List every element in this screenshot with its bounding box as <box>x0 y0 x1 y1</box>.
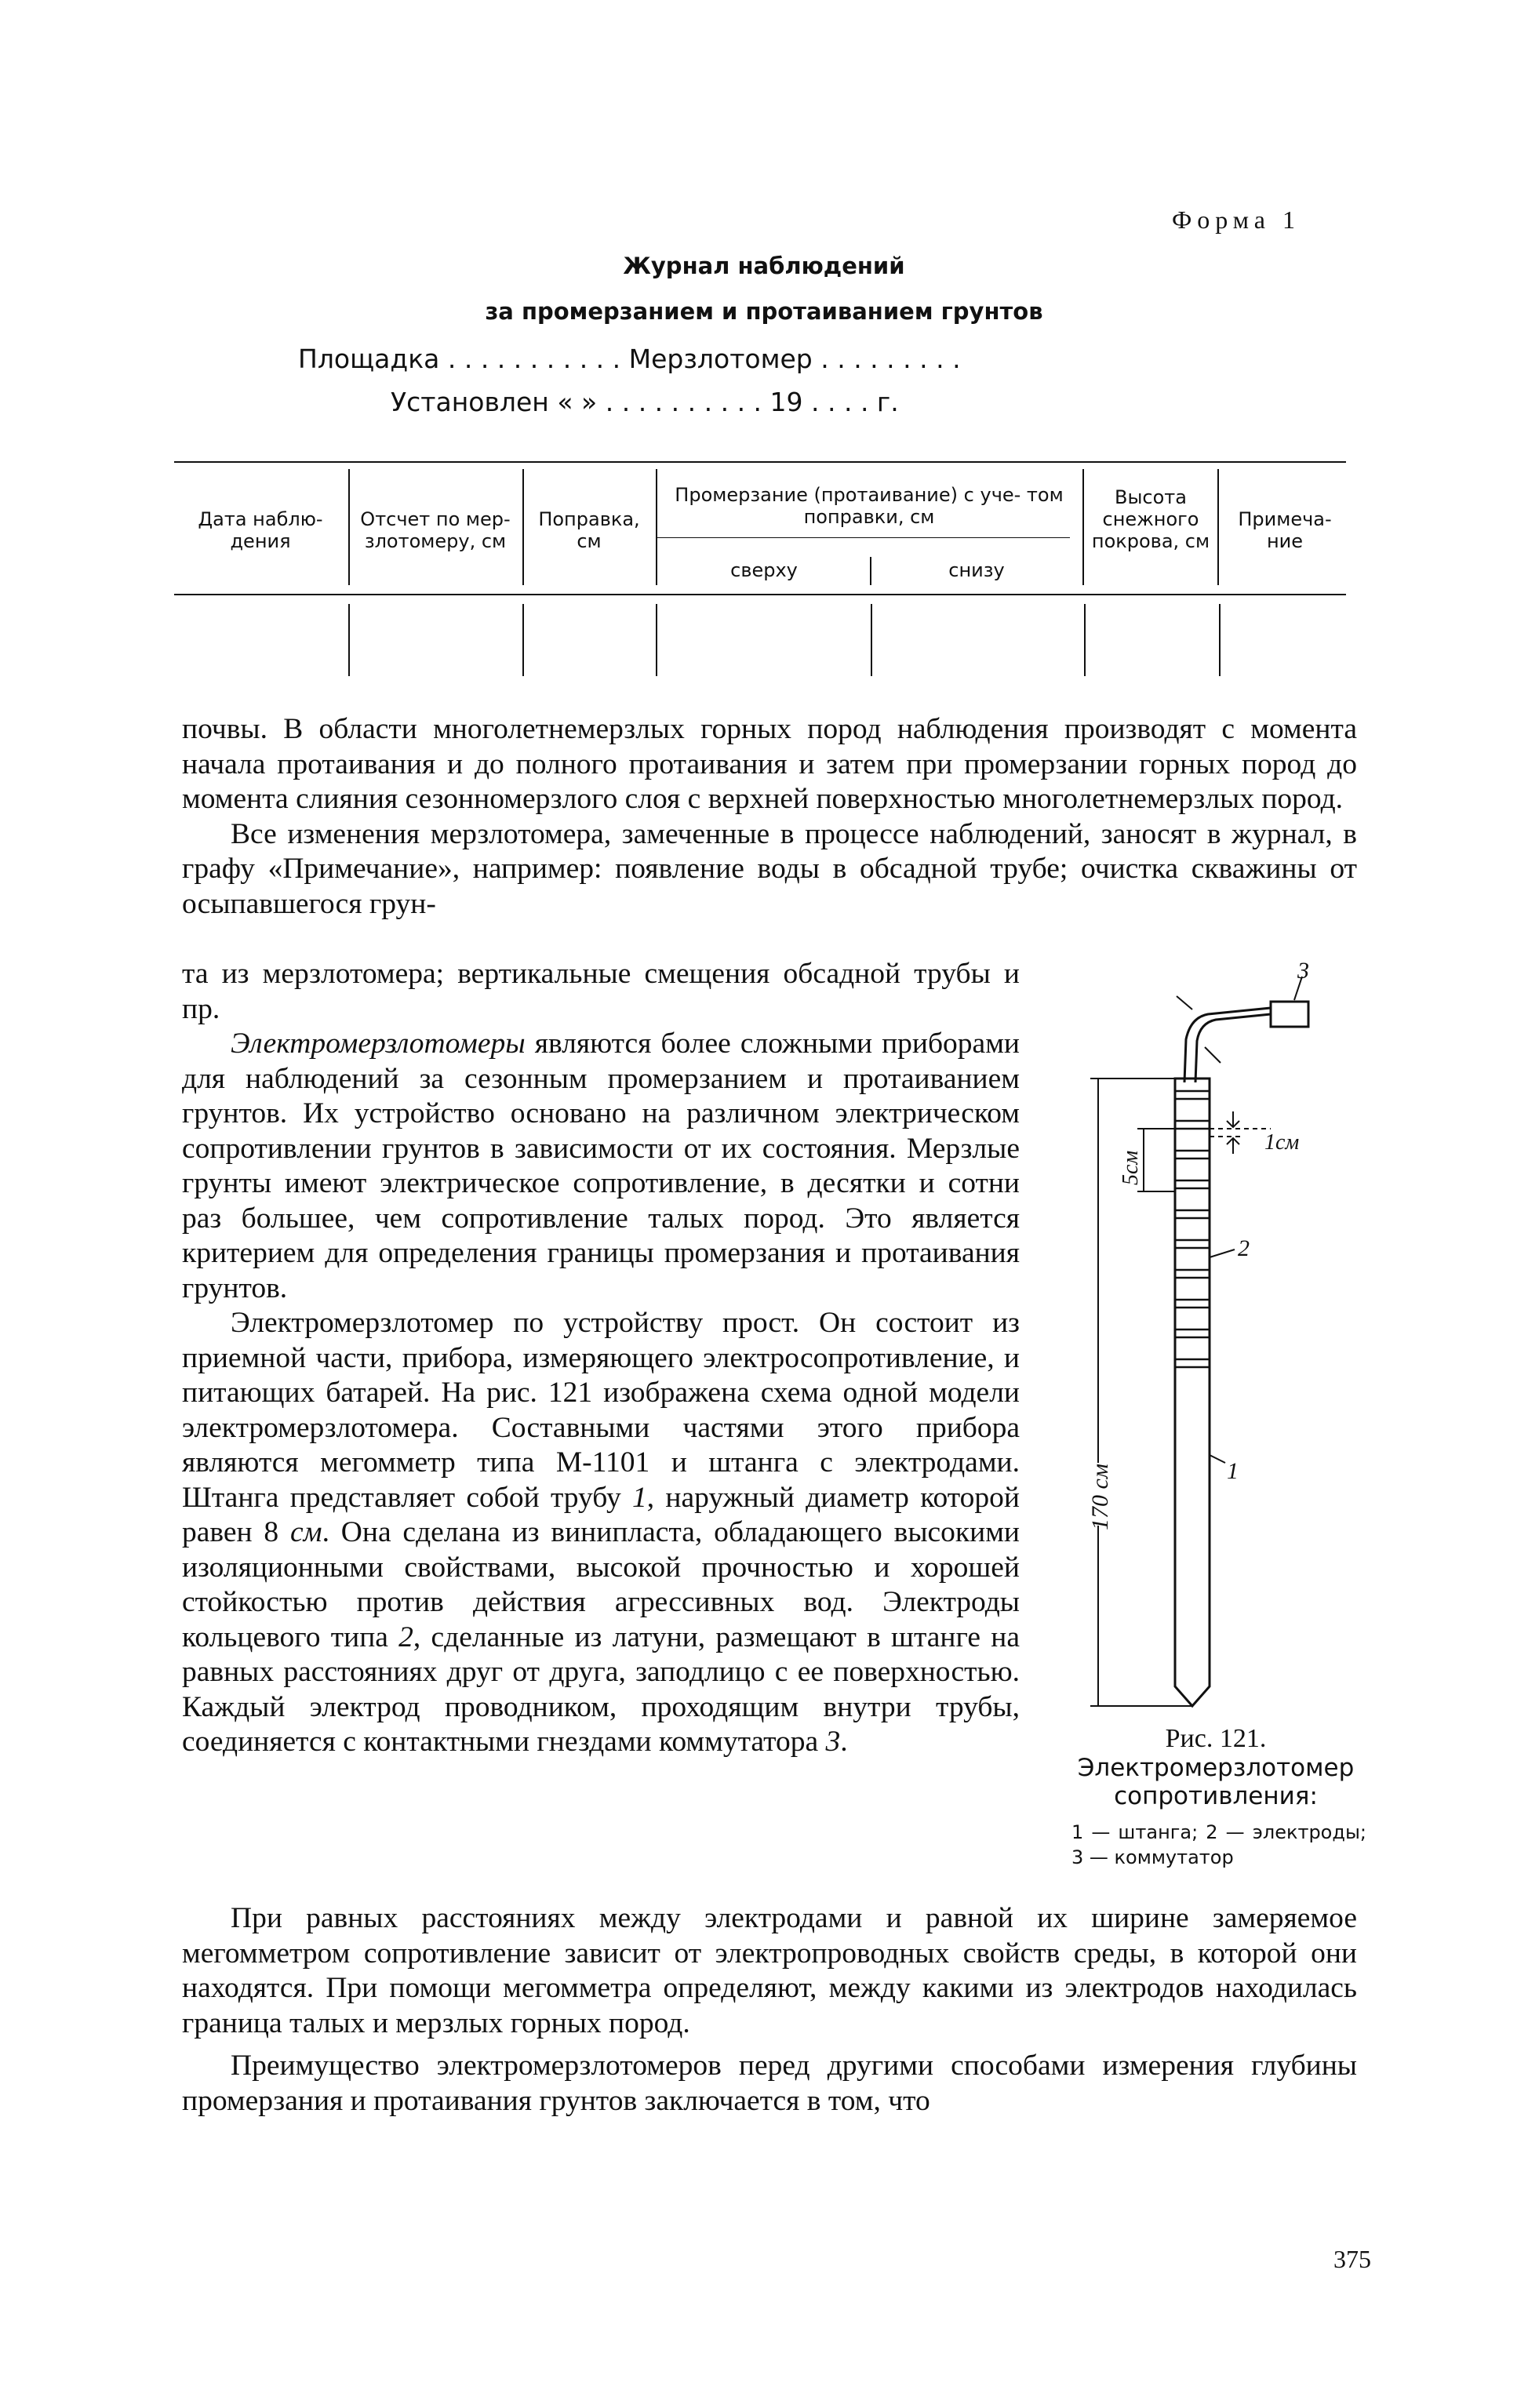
figure-caption <box>1059 1724 1373 1810</box>
dimension-1-arrow <box>1227 1138 1239 1154</box>
label-2: 2 <box>1238 1235 1250 1261</box>
label-1: 1 <box>1227 1458 1239 1484</box>
table-top-rule <box>174 461 1346 463</box>
dimension-1-arrow <box>1227 1111 1239 1127</box>
col-header-reading: Отсчет по мер- злотомеру, см <box>360 508 511 552</box>
paragraph-6: Преимущество электромерзлотомеров перед другими способами измерения глубины промерзания и протаивания грунтов заключается в том, что <box>182 2050 1357 2117</box>
table-subheader-rule <box>657 537 1070 538</box>
electrodes <box>1175 1091 1210 1367</box>
figure-title: Электромерзлотомер сопротивления: <box>1077 1754 1355 1810</box>
col-header-snow: Высота снежного покрова, см <box>1091 486 1210 552</box>
table-divider <box>1217 469 1219 585</box>
commutator-box <box>1271 1002 1308 1027</box>
table-divider <box>871 604 872 676</box>
leader-2 <box>1210 1249 1235 1257</box>
paragraph-2-end: та из мерзлотомера; вертикальные смещения обсадной трубы и пр. <box>182 958 1020 1025</box>
site-line: Площадка . . . . . . . . . . . Мерзлотомер . . . . . . . . . <box>298 344 961 374</box>
term-electrofreezemeters: Электромерзлотомеры <box>231 1028 526 1060</box>
text-bottom <box>182 1901 1357 2119</box>
table-divider <box>1084 604 1086 676</box>
table-divider <box>348 469 350 585</box>
text-column-wrapped <box>182 957 1020 1760</box>
table-divider <box>522 604 524 676</box>
label-1cm: 1см <box>1264 1130 1300 1155</box>
form-label: Форма 1 <box>1171 206 1301 234</box>
rod <box>1175 1079 1210 1706</box>
col-header-freezing: Промерзание (протаивание) с уче- том поправки, см <box>675 484 1064 528</box>
label-3: 3 <box>1297 961 1309 984</box>
table-divider <box>1082 469 1084 585</box>
label-170cm: 170 см <box>1087 1464 1113 1530</box>
table-header-rule <box>174 594 1346 595</box>
figure-121 <box>1059 961 1388 1745</box>
table-divider <box>1219 604 1221 676</box>
paragraph-continuation <box>182 712 1357 922</box>
paragraph-1: почвы. В области многолетнемерзлых горных пород наблюдения производят с момента начала протаивания и до полного протаивания и затем при промерзании горных пород до момента слияния сезонномерзлого слоя с верхней поверхностью многолетнемерзлых пород. <box>182 713 1357 815</box>
col-header-date: Дата наблю- дения <box>198 508 323 552</box>
installed-line: Установлен « » . . . . . . . . . . 19 . . . . г. <box>391 387 899 417</box>
paragraph-4: Электромерзлотомер по устройству прост. Он состоит из приемной части, прибора, измеряющего электросопротивление, и питающих батарей. На рис. 121 изображена схема одной модели электромерзлотомера. Составными частями этого прибора являются мегомметр типа М-1101 и штанга с электродами. Штанга представляет собой трубу 1, наружный диаметр которой равен 8 см. Она сделана из винипласта, обладающего высокими изоляционными свойствами, высокой прочностью и хорошей стойкостью против действия агрессивных вод. Электроды кольцевого типа 2, сделанные из латуни, размещают в штанге на равных расстояниях друг от друга, заподлицо с ее поверхностью. Каждый электрод проводником, проходящим внутри трубы, соединяется с контактными гнездами коммутатора 3. <box>182 1307 1020 1758</box>
journal-subtitle: за промерзанием и протаиванием грунтов <box>485 298 1043 325</box>
paragraph-3: Электромерзлотомеры являются более сложными приборами для наблюдений за сезонным промерзанием и протаиванием грунтов. Их устройство основано на различном электрическом сопротивлении грунтов в зависимости от их состояния. Мерзлые грунты имеют электрическое сопротивление, в десятки и сотни раз большее, чем сопротивление талых пород. Это является критерием для определения границы промерзания и протаивания грунтов. <box>182 1028 1020 1304</box>
label-5cm: 5см <box>1119 1150 1143 1185</box>
table-divider <box>656 469 657 585</box>
col-header-bottom: снизу <box>948 559 1005 581</box>
journal-title: Журнал наблюдений <box>623 253 905 279</box>
leader-3 <box>1177 996 1192 1009</box>
leader-1 <box>1210 1455 1225 1463</box>
table-divider <box>870 557 871 585</box>
table-divider <box>522 469 524 585</box>
col-header-note: Примеча- ние <box>1238 508 1332 552</box>
paragraph-5: При равных расстояниях между электродами и равной их ширине замеряемое мегомметром сопротивление зависит от электропроводных свойств среды, в которой они находятся. При помощи мегомметра определяют, между какими из электродов находилась граница талых и мерзлых горных пород. <box>182 1902 1357 2039</box>
col-header-top: сверху <box>730 559 798 581</box>
table-divider <box>656 604 657 676</box>
col-header-correction: Поправка, см <box>538 508 640 552</box>
page-number: 375 <box>1333 2245 1371 2273</box>
paragraph-2: Все изменения мерзлотомера, замеченные в процессе наблюдений, заносят в журнал, в графу «Примечание», например: появление воды в обсадной трубе; очистка скважины от осыпавшегося грун- <box>182 817 1357 920</box>
table-divider <box>348 604 350 676</box>
figure-legend: 1 — штанга; 2 — электроды; 3 — коммутатор <box>1071 1821 1366 1868</box>
figure-number: Рис. 121. <box>1165 1724 1267 1753</box>
leader-3 <box>1205 1047 1221 1063</box>
